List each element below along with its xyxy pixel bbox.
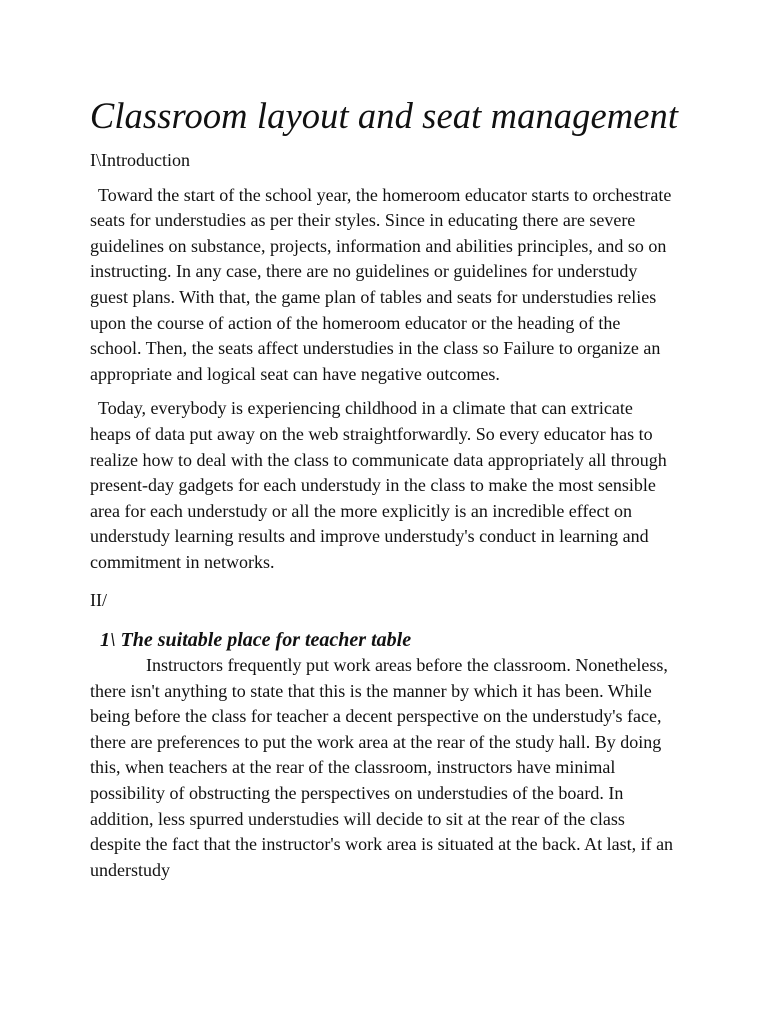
section-introduction xyxy=(90,148,676,576)
introduction-paragraph-2: Today, everybody is experiencing childhood in a climate that can extricate heaps of data put away on the web straightforwardly. So every educator has to realize how to deal with the class to communicate data appropriately all through present-day gadgets for each understudy in the class to make the most sensible area for each understudy or all the more explicitly is an incredible effect on understudy learning results and improve understudy's conduct in learning and commitment in networks. xyxy=(90,398,667,572)
section-two xyxy=(90,588,676,884)
introduction-paragraph-1: Toward the start of the school year, the homeroom educator starts to orchestrate seats for understudies as per their styles. Since in educating there are severe guidelines on substance, projects, information and abilities principles, and so on instructing. In any case, there are no guidelines or guidelines for understudy guest plans. With that, the game plan of tables and seats for understudies relies upon the course of action of the homeroom educator or the heading of the school. Then, the seats affect understudies in the class so Failure to organize an appropriate and logical seat can have negative outcomes. xyxy=(90,184,672,384)
teacher-table-paragraph: Instructors frequently put work areas before the classroom. Nonetheless, there isn't anything to state that this is the manner by which it has been. While being before the class for teacher a decent perspective on the understudy's face, there are preferences to put the work area at the rear of the study hall. By doing this, when teachers at the rear of the classroom, instructors have minimal possibility of obstructing the perspectives on understudies of the board. In addition, less spurred understudies will decide to sit at the rear of the class despite the fact that the instructor's work area is situated at the back. At last, if an understudy xyxy=(90,655,674,880)
section-label-two: II/ xyxy=(90,589,107,610)
document-title: Classroom layout and seat management xyxy=(89,95,679,136)
section-label-introduction: I\Introduction xyxy=(90,150,190,170)
teacher-table-subheading: 1\ The suitable place for teacher table xyxy=(100,629,412,652)
document-body xyxy=(90,148,676,892)
